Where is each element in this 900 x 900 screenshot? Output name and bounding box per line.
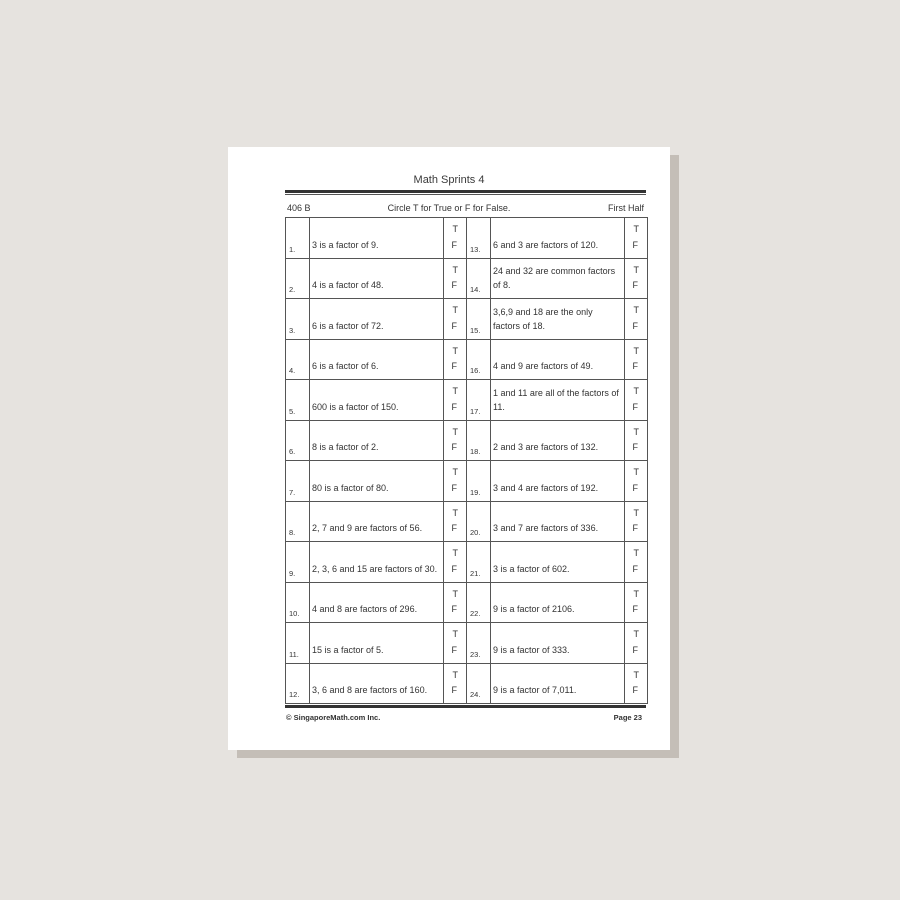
- question-number-cell: [286, 380, 310, 421]
- question-text: 3,6,9 and 18 are the only factors of 18.: [493, 306, 593, 331]
- true-option[interactable]: T: [452, 305, 458, 315]
- question-number: 13.: [470, 244, 481, 254]
- true-false-cell: [444, 461, 467, 502]
- false-option[interactable]: F: [632, 604, 638, 614]
- question-cell: [491, 663, 625, 704]
- true-option[interactable]: T: [452, 224, 458, 234]
- question-cell: [310, 663, 444, 704]
- false-option[interactable]: F: [451, 320, 457, 331]
- false-option[interactable]: F: [632, 320, 638, 331]
- true-option[interactable]: T: [633, 386, 639, 396]
- false-option[interactable]: F: [451, 361, 457, 371]
- true-option[interactable]: T: [633, 467, 639, 477]
- question-number-cell: [286, 623, 310, 664]
- true-false-cell: [444, 339, 467, 380]
- question-cell: [310, 582, 444, 623]
- true-option[interactable]: T: [633, 345, 639, 356]
- table-row: [286, 623, 648, 664]
- question-cell: [310, 218, 444, 259]
- table-row: [286, 258, 648, 299]
- question-number: 17.: [470, 406, 481, 416]
- question-number-cell: [286, 299, 310, 340]
- false-option[interactable]: F: [451, 604, 457, 614]
- question-number-cell: [467, 501, 491, 542]
- question-number: 24.: [470, 690, 481, 699]
- question-cell: [491, 623, 625, 664]
- true-option[interactable]: T: [633, 264, 639, 275]
- question-cell: [491, 582, 625, 623]
- question-number-cell: [467, 258, 491, 299]
- true-false-cell: [625, 542, 648, 583]
- true-option[interactable]: T: [452, 386, 458, 396]
- question-text: 4 and 9 are factors of 49.: [493, 361, 594, 371]
- true-false-cell: [625, 258, 648, 299]
- question-text: 3, 6 and 8 are factors of 160.: [312, 685, 428, 695]
- question-number: 16.: [470, 366, 481, 375]
- question-text: 6 and 3 are factors of 120.: [493, 239, 599, 250]
- true-false-cell: [625, 501, 648, 542]
- question-text: 2, 3, 6 and 15 are factors of 30.: [312, 563, 438, 574]
- question-number: 3.: [289, 325, 296, 335]
- false-option[interactable]: F: [451, 401, 457, 412]
- question-cell: [310, 258, 444, 299]
- true-false-cell: [625, 218, 648, 259]
- true-false-cell: [625, 299, 648, 340]
- sprint-code: 406 B: [287, 203, 311, 213]
- true-false-cell: [444, 542, 467, 583]
- question-text: 6 is a factor of 72.: [312, 320, 384, 331]
- question-text: 9 is a factor of 2106.: [493, 604, 575, 614]
- true-option[interactable]: T: [633, 548, 639, 558]
- question-cell: [310, 501, 444, 542]
- question-cell: [491, 542, 625, 583]
- worksheet-page: [228, 147, 670, 750]
- true-false-cell: [444, 258, 467, 299]
- table-row: [286, 542, 648, 583]
- true-option[interactable]: T: [452, 507, 458, 518]
- instructions: Circle T for True or F for False.: [387, 203, 511, 213]
- true-option[interactable]: T: [452, 345, 458, 356]
- true-option[interactable]: T: [452, 669, 458, 680]
- question-number: 4.: [289, 366, 296, 375]
- question-number: 5.: [289, 406, 296, 416]
- question-number: 18.: [470, 447, 481, 456]
- question-number-cell: [467, 542, 491, 583]
- true-false-cell: [625, 623, 648, 664]
- question-cell: [310, 299, 444, 340]
- question-number-cell: [286, 218, 310, 259]
- question-number-cell: [467, 218, 491, 259]
- question-number-cell: [286, 339, 310, 380]
- false-option[interactable]: F: [632, 361, 638, 371]
- false-option[interactable]: F: [632, 685, 638, 695]
- page-number: Page 23: [613, 713, 642, 722]
- question-number: 23.: [470, 649, 481, 659]
- question-cell: [310, 420, 444, 461]
- true-option[interactable]: T: [633, 669, 639, 680]
- question-text: 6 is a factor of 6.: [312, 361, 379, 371]
- question-text: 3 is a factor of 602.: [493, 563, 570, 574]
- true-false-cell: [444, 380, 467, 421]
- question-number-cell: [286, 663, 310, 704]
- false-option[interactable]: F: [451, 482, 457, 493]
- question-number-cell: [286, 501, 310, 542]
- question-text: 9 is a factor of 333.: [493, 644, 570, 655]
- true-option[interactable]: T: [452, 548, 458, 558]
- question-number: 11.: [289, 649, 299, 659]
- question-number: 10.: [289, 609, 300, 618]
- true-option[interactable]: T: [452, 629, 458, 639]
- true-option[interactable]: T: [452, 467, 458, 477]
- table-row: [286, 380, 648, 421]
- true-option[interactable]: T: [633, 629, 639, 639]
- question-cell: [491, 380, 625, 421]
- sprint-table: [285, 217, 648, 704]
- question-number-cell: [286, 258, 310, 299]
- question-number: 14.: [470, 285, 481, 294]
- table-row: [286, 339, 648, 380]
- false-option[interactable]: F: [451, 563, 457, 574]
- question-number: 9.: [289, 568, 296, 578]
- question-number-cell: [467, 582, 491, 623]
- true-option[interactable]: T: [633, 224, 639, 234]
- question-number-cell: [467, 461, 491, 502]
- question-text: 2, 7 and 9 are factors of 56.: [312, 523, 423, 533]
- true-option[interactable]: T: [633, 507, 639, 518]
- question-text: 3 and 4 are factors of 192.: [493, 482, 599, 493]
- question-text: 15 is a factor of 5.: [312, 644, 384, 655]
- question-number: 21.: [470, 568, 481, 578]
- question-number: 15.: [470, 325, 481, 335]
- question-number-cell: [286, 420, 310, 461]
- false-option[interactable]: F: [632, 644, 638, 655]
- false-option[interactable]: F: [451, 280, 457, 290]
- true-false-cell: [444, 582, 467, 623]
- table-row: [286, 218, 648, 259]
- question-number-cell: [467, 380, 491, 421]
- page-title: Math Sprints 4: [413, 174, 485, 186]
- table-row: [286, 299, 648, 340]
- question-text: 1 and 11 are all of the factors of 11.: [493, 387, 619, 412]
- question-number: 20.: [470, 528, 481, 537]
- false-option[interactable]: F: [451, 685, 457, 695]
- false-option[interactable]: F: [632, 442, 638, 452]
- question-cell: [310, 461, 444, 502]
- question-text: 80 is a factor of 80.: [312, 482, 389, 493]
- table-row: [286, 461, 648, 502]
- question-cell: [491, 339, 625, 380]
- bottom-rule: [285, 705, 646, 709]
- true-false-cell: [625, 339, 648, 380]
- question-cell: [310, 380, 444, 421]
- question-number: 22.: [470, 609, 481, 618]
- question-number-cell: [467, 420, 491, 461]
- question-cell: [491, 299, 625, 340]
- question-text: 3 is a factor of 9.: [312, 239, 379, 250]
- false-option[interactable]: F: [632, 482, 638, 493]
- true-false-cell: [625, 420, 648, 461]
- true-false-cell: [625, 461, 648, 502]
- table-row: [286, 420, 648, 461]
- false-option[interactable]: F: [632, 523, 638, 533]
- question-number: 19.: [470, 487, 481, 497]
- question-cell: [310, 623, 444, 664]
- question-text: 2 and 3 are factors of 132.: [493, 442, 599, 452]
- true-false-cell: [444, 501, 467, 542]
- question-cell: [491, 461, 625, 502]
- true-option[interactable]: T: [452, 588, 458, 599]
- true-false-cell: [625, 582, 648, 623]
- top-rule: [285, 190, 646, 195]
- false-option[interactable]: F: [451, 239, 457, 250]
- question-number: 6.: [289, 447, 296, 456]
- question-text: 8 is a factor of 2.: [312, 442, 379, 452]
- true-option[interactable]: T: [633, 426, 639, 437]
- question-cell: [491, 501, 625, 542]
- question-number: 8.: [289, 528, 296, 537]
- question-text: 9 is a factor of 7,011.: [493, 685, 577, 695]
- true-option[interactable]: T: [633, 305, 639, 315]
- table-row: [286, 663, 648, 704]
- false-option[interactable]: F: [632, 563, 638, 574]
- question-number: 1.: [289, 244, 296, 254]
- false-option[interactable]: F: [451, 644, 457, 655]
- question-cell: [310, 542, 444, 583]
- question-text: 4 and 8 are factors of 296.: [312, 604, 418, 614]
- question-cell: [491, 420, 625, 461]
- true-false-cell: [444, 623, 467, 664]
- true-false-cell: [444, 663, 467, 704]
- true-option[interactable]: T: [452, 264, 458, 275]
- question-number: 7.: [289, 487, 296, 497]
- question-text: 24 and 32 are common factors of 8.: [493, 266, 616, 290]
- true-false-cell: [625, 663, 648, 704]
- question-cell: [310, 339, 444, 380]
- question-number-cell: [286, 542, 310, 583]
- true-false-cell: [444, 299, 467, 340]
- question-number-cell: [467, 299, 491, 340]
- question-number-cell: [286, 582, 310, 623]
- question-text: 600 is a factor of 150.: [312, 401, 399, 412]
- question-text: 3 and 7 are factors of 336.: [493, 523, 599, 533]
- false-option[interactable]: F: [632, 280, 638, 290]
- copyright: © SingaporeMath.com Inc.: [286, 713, 381, 722]
- question-text: 4 is a factor of 48.: [312, 280, 384, 290]
- half-label: First Half: [608, 203, 644, 213]
- true-option[interactable]: T: [452, 426, 458, 437]
- table-row: [286, 582, 648, 623]
- question-number: 12.: [289, 690, 300, 699]
- false-option[interactable]: F: [632, 401, 638, 412]
- true-false-cell: [625, 380, 648, 421]
- true-false-cell: [444, 420, 467, 461]
- table-row: [286, 501, 648, 542]
- question-number-cell: [467, 623, 491, 664]
- question-number-cell: [467, 339, 491, 380]
- question-number-cell: [467, 663, 491, 704]
- true-false-cell: [444, 218, 467, 259]
- false-option[interactable]: F: [632, 239, 638, 250]
- question-cell: [491, 258, 625, 299]
- false-option[interactable]: F: [451, 523, 457, 533]
- question-cell: [491, 218, 625, 259]
- question-number: 2.: [289, 285, 296, 294]
- true-option[interactable]: T: [633, 588, 639, 599]
- question-number-cell: [286, 461, 310, 502]
- false-option[interactable]: F: [451, 442, 457, 452]
